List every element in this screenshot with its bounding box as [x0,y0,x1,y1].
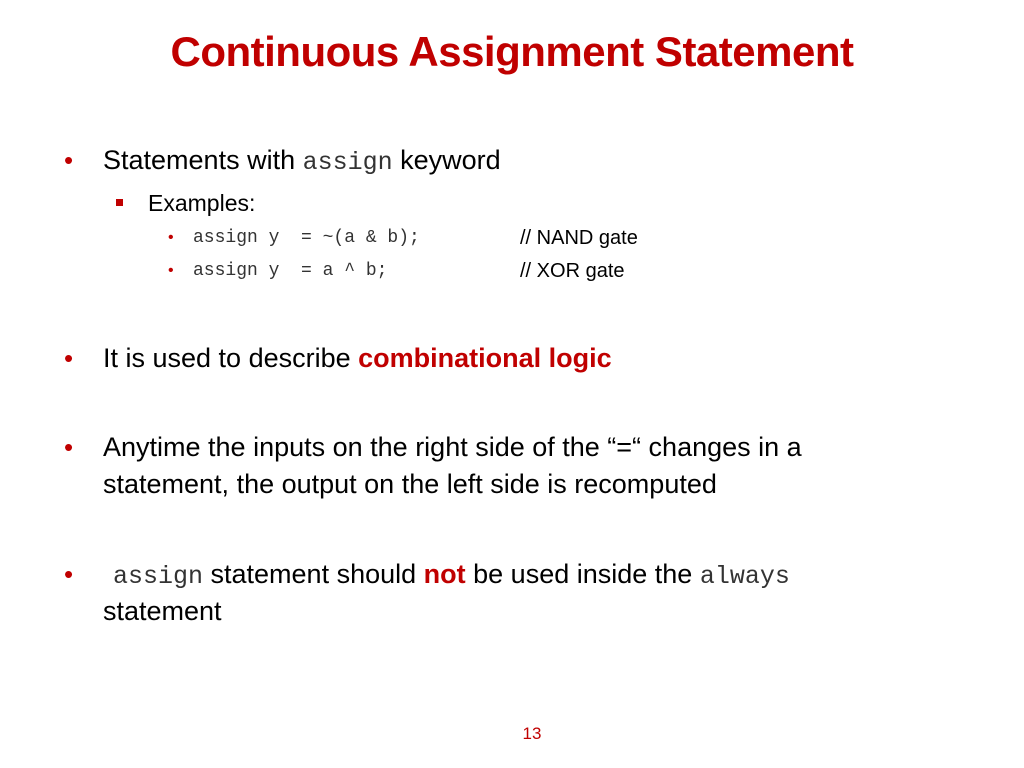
code-comment: // XOR gate [520,260,625,282]
examples-label: Examples: [148,190,256,216]
bullet-text [103,142,501,181]
bullet-dot-icon: • [64,559,74,589]
not-highlight: not [423,559,466,589]
bullet-dot-icon: • [64,145,74,175]
bullet-text [103,340,612,376]
bullet-text-prefix: It is used to describe [103,343,359,373]
code-snippet: assign y = a ^ b; [193,261,388,281]
page-number: 13 [522,724,542,743]
bullet-dot-icon: • [168,229,174,246]
bullet-text-line1 [113,556,790,595]
bullet-text-line2: statement, the output on the left side is recomputed [103,469,717,499]
bullet-text-line1: Anytime the inputs on the right side of the “=“ changes in a [103,432,802,462]
bullet-dot-icon: • [168,262,174,279]
bullet-text-prefix: Statements with [103,145,303,175]
bullet-text-mid: statement should [203,559,424,589]
slide-title: Continuous Assignment Statement [170,28,854,75]
code-snippet: assign y = ~(a & b); [193,228,420,248]
assign-keyword-code: assign [302,148,393,177]
bullet-dot-icon: • [64,343,74,373]
bullet-text-line2: statement [103,596,222,626]
always-keyword-code: always [699,562,790,591]
square-bullet-icon [116,199,123,206]
code-comment: // NAND gate [520,227,638,249]
assign-keyword-code: assign [113,562,204,591]
bullet-text-after: be used inside the [465,559,700,589]
bullet-text-suffix: keyword [392,145,501,175]
combinational-logic-highlight: combinational logic [358,343,612,373]
bullet-dot-icon: • [64,432,74,462]
